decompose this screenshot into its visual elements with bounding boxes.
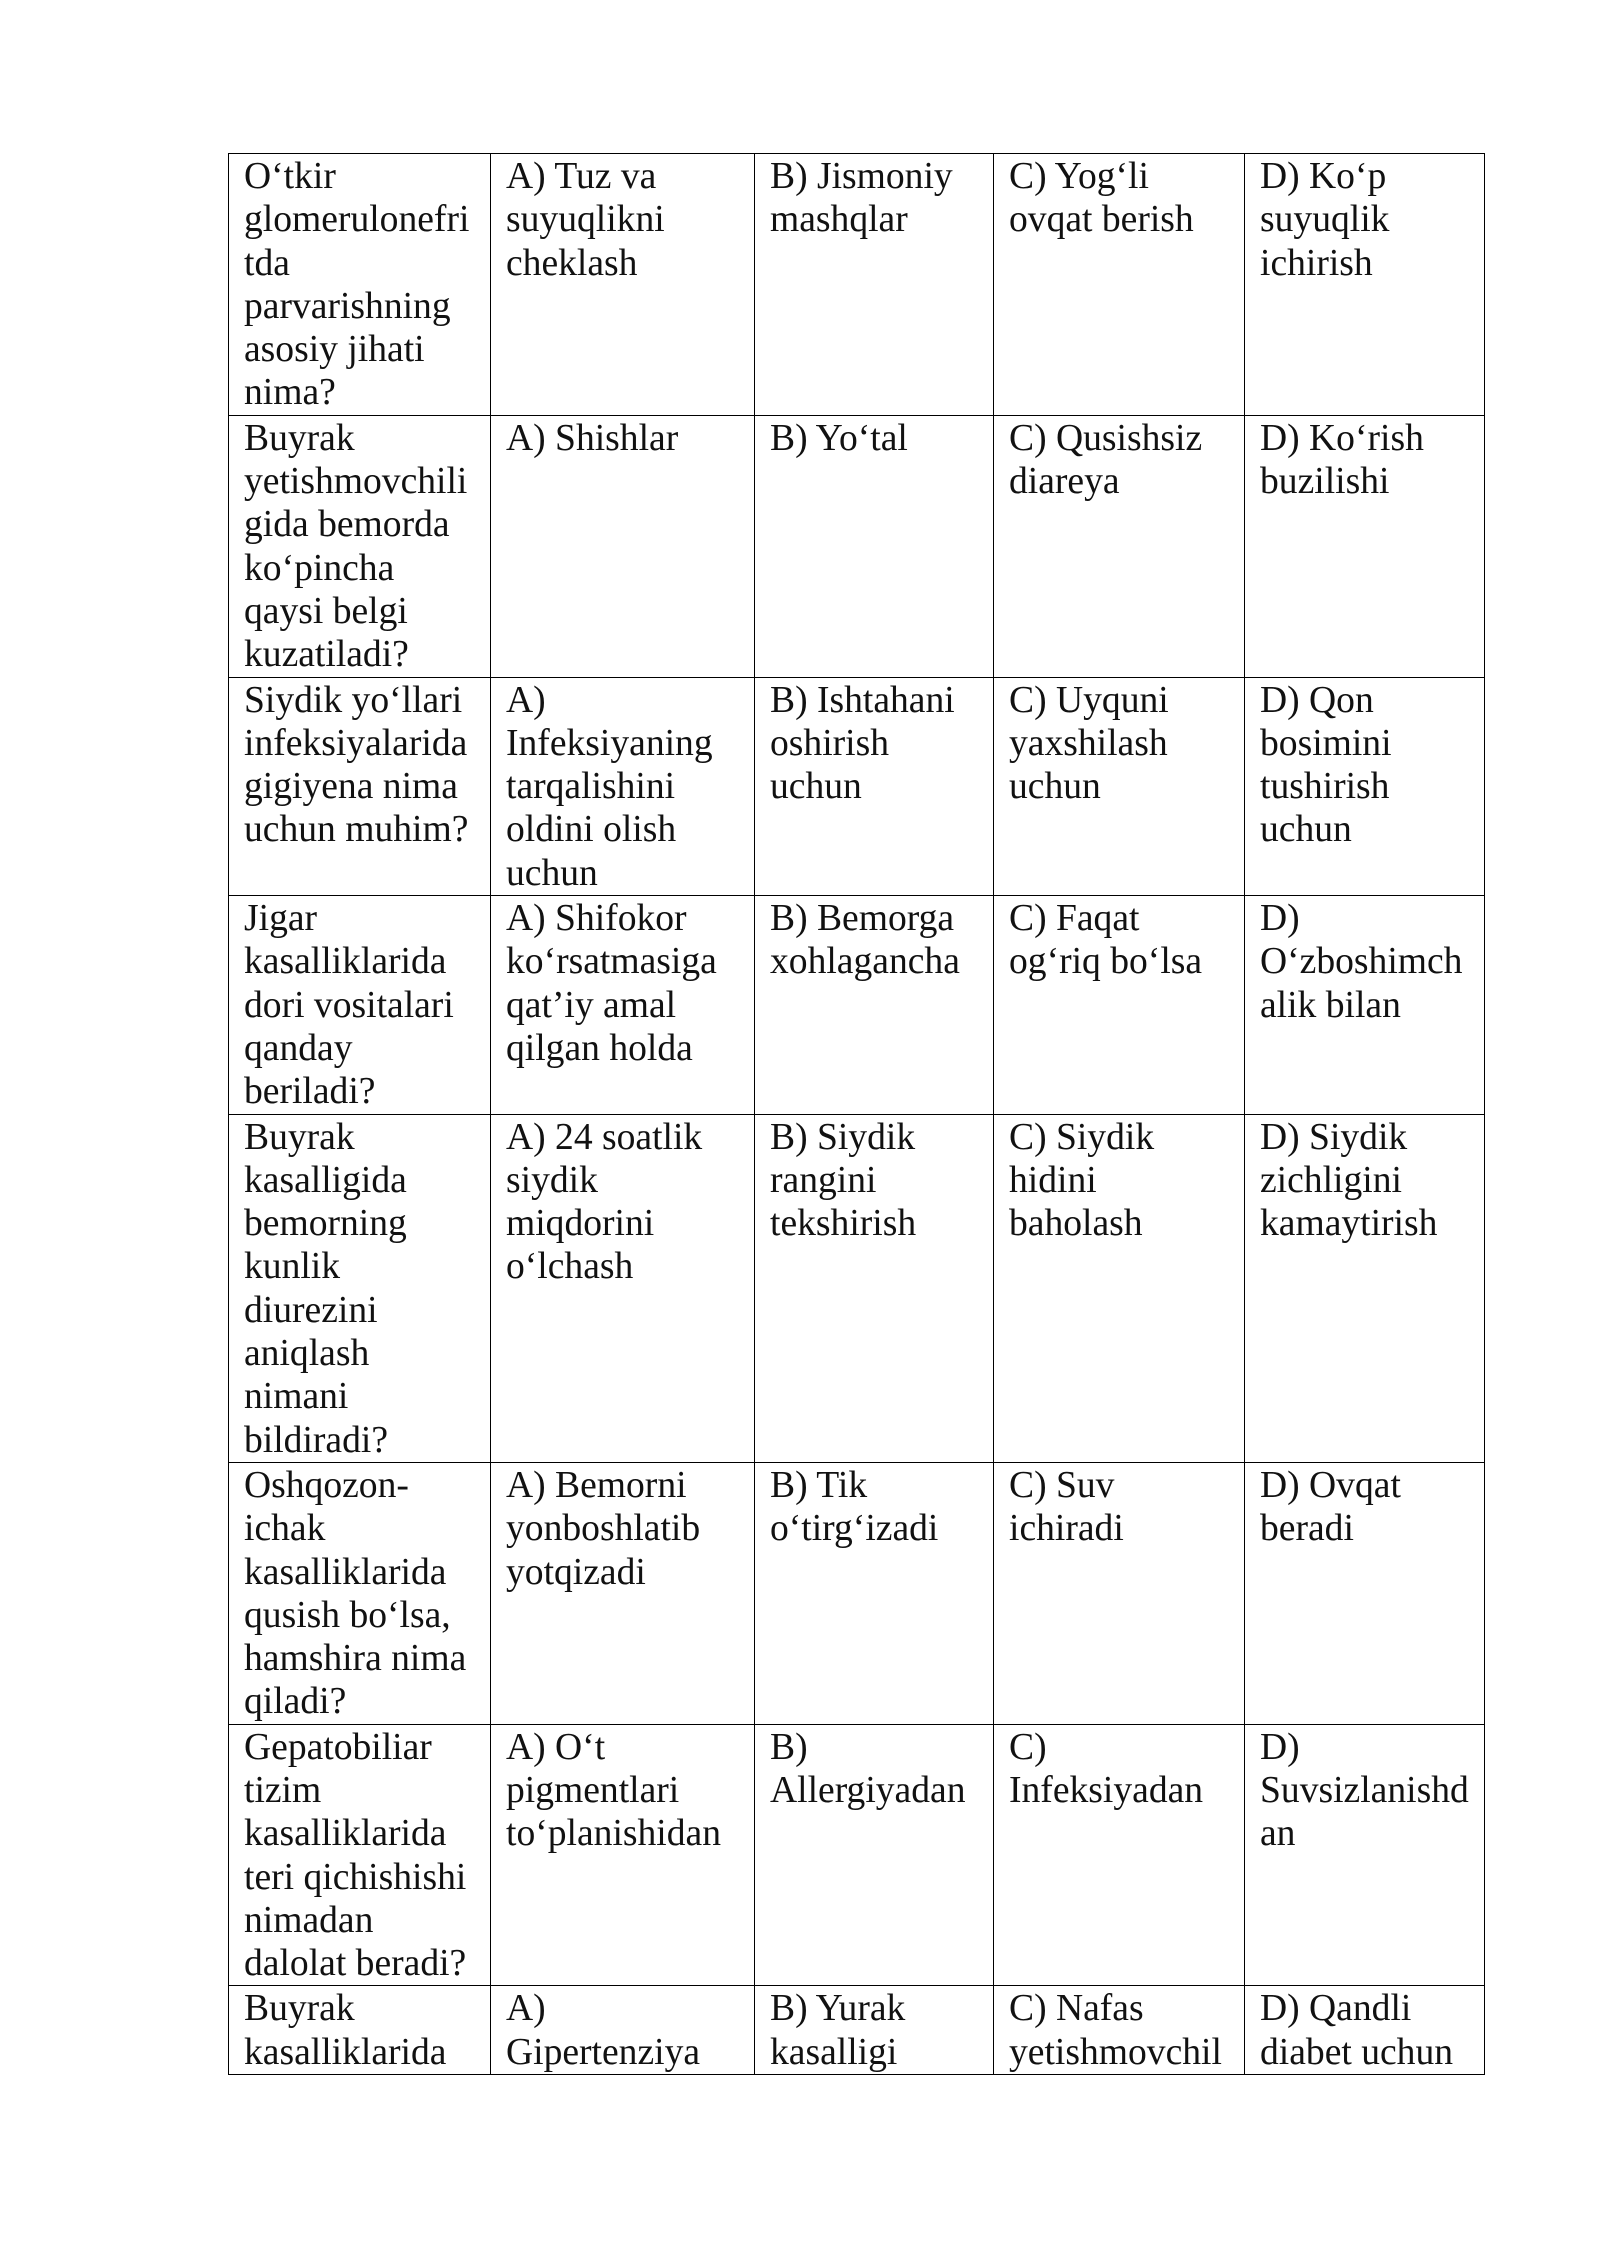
table-row — [229, 1114, 1485, 1462]
option-b-cell: B) Bemorga xohlagancha — [755, 896, 994, 1114]
option-a-cell: A) O‘t pigmentlari to‘planishidan — [491, 1724, 755, 1986]
question-cell: Buyrak kasalligida bemorning kunlik diurezini aniqlash nimani bildiradi? — [229, 1114, 491, 1462]
option-c-cell: C) Infeksiyadan — [994, 1724, 1245, 1986]
option-b-cell: B) Yurak kasalligi — [755, 1986, 994, 2075]
option-d-cell: D) Ko‘p suyuqlik ichirish — [1245, 154, 1485, 416]
option-a-cell: A) Shishlar — [491, 415, 755, 677]
table-row — [229, 415, 1485, 677]
option-d-cell: D) Ko‘rish buzilishi — [1245, 415, 1485, 677]
question-cell: Buyrak kasalliklarida — [229, 1986, 491, 2075]
option-b-cell: B) Tik o‘tirg‘izadi — [755, 1462, 994, 1724]
question-cell: Jigar kasalliklarida dori vositalari qanday beriladi? — [229, 896, 491, 1114]
question-table — [228, 153, 1485, 2075]
table-row — [229, 1986, 1485, 2075]
option-a-cell: A) Infeksiyaning tarqalishini oldini olish uchun — [491, 677, 755, 895]
table-row — [229, 154, 1485, 416]
table-row — [229, 1724, 1485, 1986]
question-cell: Gepatobiliar tizim kasalliklarida teri qichishishi nimadan dalolat beradi? — [229, 1724, 491, 1986]
question-cell: Buyrak yetishmovchiligida bemorda ko‘pincha qaysi belgi kuzatiladi? — [229, 415, 491, 677]
table-row — [229, 677, 1485, 895]
option-d-cell: D) Siydik zichligini kamaytirish — [1245, 1114, 1485, 1462]
question-cell: Oshqozon-ichak kasalliklarida qusish bo‘lsa, hamshira nima qiladi? — [229, 1462, 491, 1724]
option-d-cell: D) Qon bosimini tushirish uchun — [1245, 677, 1485, 895]
option-b-cell: B) Yo‘tal — [755, 415, 994, 677]
option-d-cell: D) Qandli diabet uchun — [1245, 1986, 1485, 2075]
option-b-cell: B) Ishtahani oshirish uchun — [755, 677, 994, 895]
option-a-cell: A) Bemorni yonboshlatib yotqizadi — [491, 1462, 755, 1724]
question-cell: O‘tkir glomerulonefritda parvarishning asosiy jihati nima? — [229, 154, 491, 416]
option-a-cell: A) 24 soatlik siydik miqdorini o‘lchash — [491, 1114, 755, 1462]
option-d-cell: D) O‘zboshimchalik bilan — [1245, 896, 1485, 1114]
table-row — [229, 1462, 1485, 1724]
option-a-cell: A) Shifokor ko‘rsatmasiga qat’iy amal qilgan holda — [491, 896, 755, 1114]
option-c-cell: C) Siydik hidini baholash — [994, 1114, 1245, 1462]
option-c-cell: C) Nafas yetishmovchil — [994, 1986, 1245, 2075]
option-a-cell: A) Tuz va suyuqlikni cheklash — [491, 154, 755, 416]
option-c-cell: C) Suv ichiradi — [994, 1462, 1245, 1724]
option-b-cell: B) Jismoniy mashqlar — [755, 154, 994, 416]
option-d-cell: D) Suvsizlanishdan — [1245, 1724, 1485, 1986]
option-d-cell: D) Ovqat beradi — [1245, 1462, 1485, 1724]
option-c-cell: C) Yog‘li ovqat berish — [994, 154, 1245, 416]
option-a-cell: A) Gipertenziya — [491, 1986, 755, 2075]
option-c-cell: C) Uyquni yaxshilash uchun — [994, 677, 1245, 895]
table-row — [229, 896, 1485, 1114]
option-b-cell: B) Siydik rangini tekshirish — [755, 1114, 994, 1462]
option-b-cell: B) Allergiyadan — [755, 1724, 994, 1986]
question-cell: Siydik yo‘llari infeksiyalarida gigiyena nima uchun muhim? — [229, 677, 491, 895]
option-c-cell: C) Qusishsiz diareya — [994, 415, 1245, 677]
option-c-cell: C) Faqat og‘riq bo‘lsa — [994, 896, 1245, 1114]
